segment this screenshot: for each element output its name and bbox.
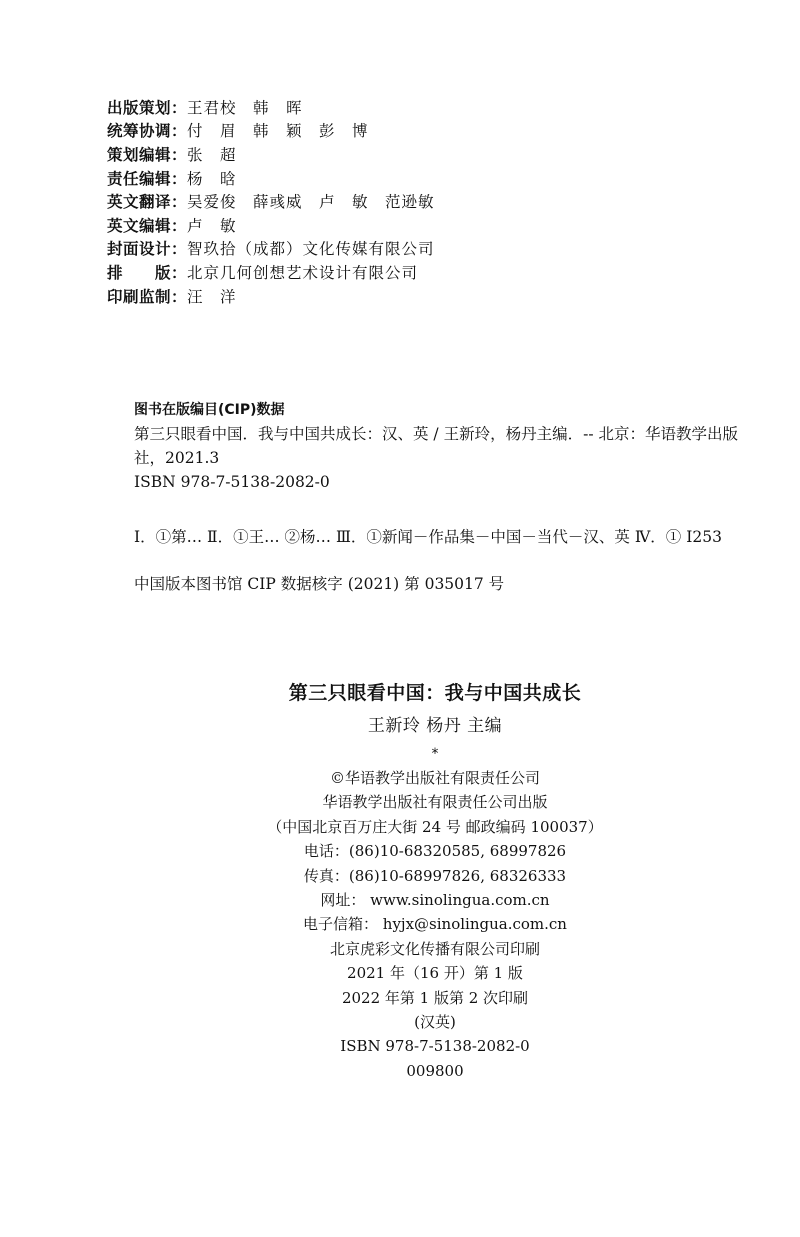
credit-label: 排 版： [107, 263, 188, 282]
credit-value: 付 眉 韩 颖 彭 博 [187, 122, 369, 141]
printing: 2022 年第 1 版第 2 次印刷 [341, 988, 529, 1007]
credit-label: 统筹协调： [107, 122, 188, 141]
fax: 传真：(86)10-68997826, 68326333 [303, 866, 567, 885]
cip-line: 第三只眼看中国．我与中国共成长：汉、英 / 王新玲，杨丹主编．-- 北京：华语教学出版 [134, 425, 738, 443]
credit-label: 责任编辑： [107, 169, 188, 188]
credit-label: 英文编辑： [107, 216, 188, 235]
credit-label: 策划编辑： [107, 145, 188, 164]
cip-isbn: ISBN 978-7-5138-2082-0 [134, 473, 330, 491]
language: (汉英) [414, 1012, 456, 1031]
credit-value: 张 超 [187, 145, 237, 164]
credit-row [107, 119, 435, 143]
website: 网址： www.sinolingua.com.cn [320, 890, 550, 909]
divider-asterisk: * [431, 746, 439, 762]
cip-block [134, 398, 774, 593]
phone: 电话：(86)10-68320585, 68997826 [303, 842, 567, 861]
credit-label: 出版策划： [107, 98, 188, 117]
book-editors: 王新玲 杨丹 主编 [367, 716, 503, 736]
credit-label: 印刷监制： [107, 287, 188, 306]
isbn: ISBN 978-7-5138-2082-0 [340, 1037, 530, 1056]
credit-value: 卢 敏 [187, 216, 237, 235]
credit-label: 封面设计： [107, 240, 188, 259]
credit-row [107, 189, 435, 213]
credit-row [107, 284, 435, 308]
book-title: 第三只眼看中国：我与中国共成长 [288, 682, 582, 704]
credit-row [107, 166, 435, 190]
catalog-code: 009800 [406, 1061, 464, 1080]
cip-record-number: 中国版本图书馆 CIP 数据核字 (2021) 第 035017 号 [134, 575, 505, 593]
credit-value: 智玖拾（成都）文化传媒有限公司 [187, 240, 435, 259]
credits-block [107, 95, 435, 307]
credit-value: 杨 晗 [187, 169, 237, 188]
publisher: 华语教学出版社有限责任公司出版 [322, 793, 548, 812]
credit-value: 吴爱俊 薛彧威 卢 敏 范逊敏 [187, 193, 435, 212]
credit-row [107, 95, 435, 119]
email: 电子信箱： hyjx@sinolingua.com.cn [303, 915, 567, 934]
credit-row [107, 260, 435, 284]
cip-line: 社，2021.3 [134, 449, 220, 467]
cip-classification: Ⅰ．①第… Ⅱ．①王… ②杨… Ⅲ．①新闻－作品集－中国－当代－汉、英 Ⅳ．① I253 [134, 528, 722, 546]
credit-row [107, 213, 435, 237]
credit-label: 英文翻译： [107, 193, 188, 212]
printer: 北京虎彩文化传播有限公司印刷 [329, 939, 540, 958]
credit-row [107, 237, 435, 261]
credit-value: 北京几何创想艺术设计有限公司 [187, 263, 419, 282]
credit-value: 王君校 韩 晖 [187, 98, 303, 117]
colophon-block [0, 676, 800, 1083]
edition: 2021 年（16 开）第 1 版 [347, 964, 523, 983]
cip-heading: 图书在版编目(CIP)数据 [134, 402, 285, 418]
credit-value: 汪 洋 [187, 287, 237, 306]
publisher-address: （中国北京百万庄大街 24 号 邮政编码 100037） [267, 817, 603, 836]
credit-row [107, 142, 435, 166]
copyright-holder: ©华语教学出版社有限责任公司 [329, 769, 540, 787]
